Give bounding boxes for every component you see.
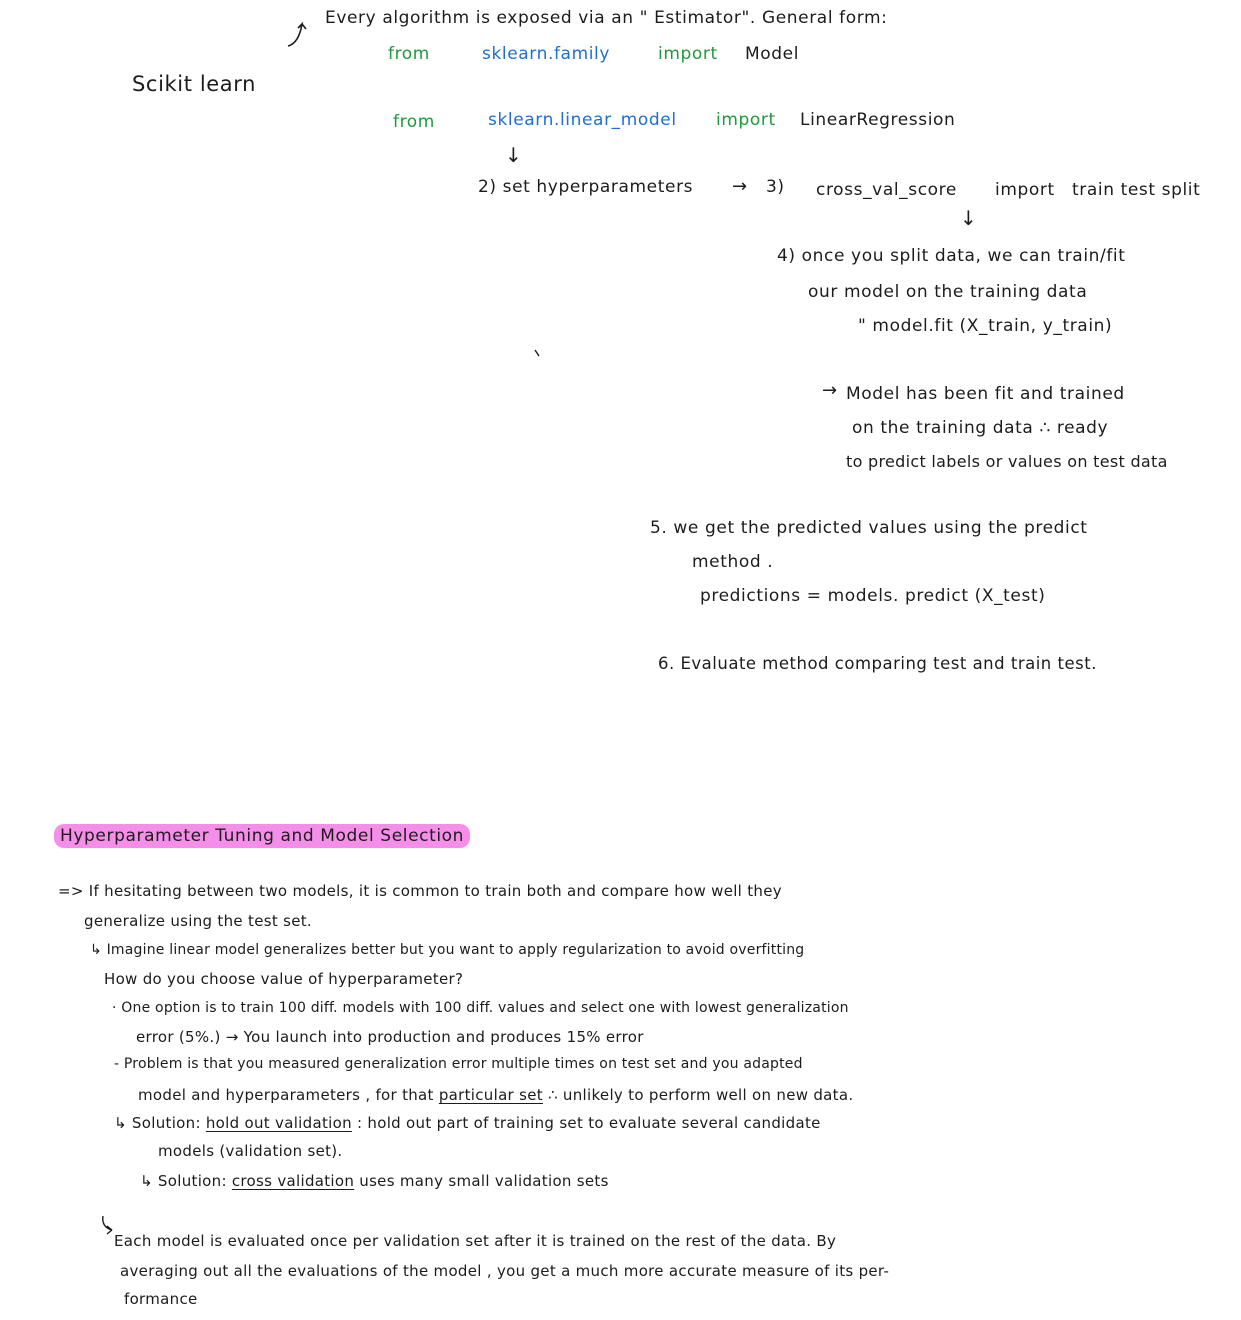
note-text: : hold out part of training set to evaluate several candidate: [356, 1114, 821, 1132]
note-line: averaging out all the evaluations of the model , you get a much more accurate measure of its per-: [120, 1262, 890, 1280]
step-6: 6. Evaluate method comparing test and train test.: [658, 654, 1097, 673]
module-name: sklearn.linear_model: [488, 110, 677, 130]
estimator-line: Every algorithm is exposed via an " Estimator". General form:: [325, 8, 888, 28]
right-arrow-icon: →: [822, 380, 838, 401]
down-arrow-icon: ↓: [505, 143, 522, 167]
note-line: ↳ Imagine linear model generalizes better but you want to apply regularization to avoid overfitting: [90, 942, 805, 958]
note-text: ∴ unlikely to perform well on new data.: [548, 1086, 854, 1104]
model-name: Model: [745, 44, 800, 64]
step-2: 2) set hyperparameters: [478, 177, 694, 197]
note-text: ↳ Solution:: [140, 1172, 227, 1190]
note-line-3: to predict labels or values on test data: [846, 452, 1168, 471]
note-line: How do you choose value of hyperparameter?: [104, 970, 464, 988]
right-arrow-icon: →: [732, 176, 748, 197]
note-line: - Problem is that you measured generalization error multiple times on test set and you adapted: [114, 1056, 803, 1072]
note-line: Each model is evaluated once per validation set after it is trained on the rest of the data. By: [114, 1232, 837, 1250]
note-line: · One option is to train 100 diff. models with 100 diff. values and select one with lowest generalization: [112, 1000, 849, 1016]
step-3-import: import: [995, 180, 1055, 200]
step-3-train-test-split: train test split: [1072, 180, 1201, 200]
step-5-line-1: 5. we get the predicted values using the predict: [650, 518, 1088, 538]
step-3: 3): [766, 177, 785, 197]
note-text: uses many small validation sets: [359, 1172, 609, 1190]
step-4-line-3: " model.fit (X_train, y_train): [858, 316, 1113, 336]
note-line: error (5%.) → You launch into production and produces 15% error: [136, 1028, 644, 1046]
underlined-text: hold out validation: [205, 1114, 352, 1132]
module-name: sklearn.family: [482, 44, 611, 64]
note-line: formance: [124, 1290, 198, 1308]
note-line: [140, 1172, 609, 1190]
step-4-line-1: 4) once you split data, we can train/fit: [777, 246, 1126, 266]
step-5-line-3: predictions = models. predict (X_test): [700, 586, 1046, 606]
model-name: LinearRegression: [800, 110, 956, 130]
note-line: [114, 1114, 821, 1132]
page-title: Scikit learn: [132, 72, 257, 96]
note-line-1: Model has been fit and trained: [846, 384, 1125, 404]
step-4-line-2: our model on the training data: [808, 282, 1088, 302]
note-line: generalize using the test set.: [84, 912, 312, 930]
underlined-text: particular set: [438, 1086, 543, 1104]
step-5-line-2: method .: [692, 552, 774, 572]
note-line: [138, 1086, 853, 1104]
note-text: model and hyperparameters , for that: [138, 1086, 434, 1104]
from-keyword: from: [393, 112, 435, 132]
import-keyword: import: [716, 110, 776, 130]
underlined-text: cross validation: [231, 1172, 355, 1190]
note-text: ↳ Solution:: [114, 1114, 201, 1132]
import-keyword: import: [658, 44, 718, 64]
section-heading: Hyperparameter Tuning and Model Selection: [54, 824, 470, 848]
step-3-cross-val: cross_val_score: [816, 180, 957, 200]
note-line-2: on the training data ∴ ready: [852, 418, 1109, 438]
note-line: => If hesitating between two models, it is common to train both and compare how well they: [58, 882, 782, 900]
from-keyword: from: [388, 44, 430, 64]
down-arrow-icon: ↓: [960, 206, 977, 230]
note-line: models (validation set).: [158, 1142, 343, 1160]
